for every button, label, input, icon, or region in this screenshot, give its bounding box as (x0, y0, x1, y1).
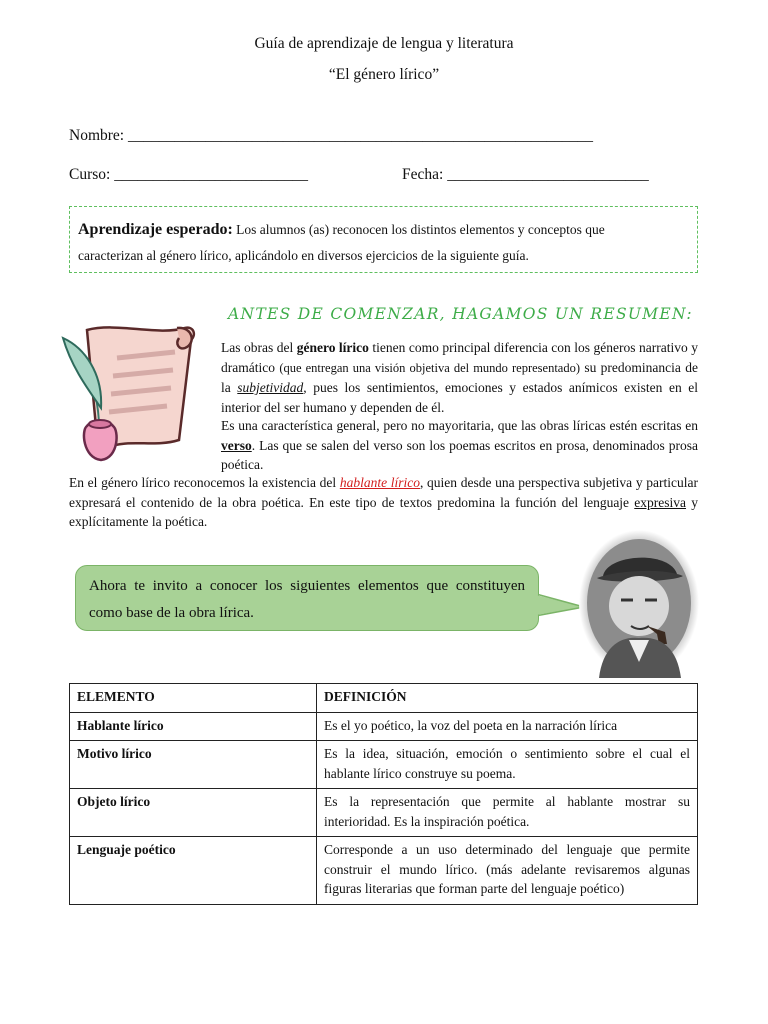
name-field (69, 127, 593, 145)
p1-subjectivity-term: subjetividad (237, 380, 304, 395)
p3-expressive-term: expresiva (634, 494, 687, 510)
summary-paragraph-3 (69, 473, 698, 532)
row-element-name: Hablante lírico (70, 712, 317, 741)
date-field (402, 166, 649, 184)
course-label: Curso: (69, 166, 111, 183)
name-blank: ____________________________________________________________ (127, 127, 593, 144)
p1-text-a: Las obras del (221, 340, 297, 355)
date-blank: __________________________ (447, 166, 649, 183)
row-element-definition: Es la representación que permite al hablante mostrar su interioridad. Es la inspiración poética. (317, 789, 698, 837)
summary-paragraph-2 (221, 416, 698, 475)
p3-text-a: En el género lírico reconocemos la existencia del (69, 475, 340, 490)
date-label: Fecha: (402, 166, 444, 183)
poet-portrait (577, 528, 701, 678)
table-row (70, 741, 698, 789)
row-element-definition: Corresponde a un uso determinado del lenguaje que permite construir el mundo lírico. (más adelante revisaremos algunas figuras literarias que forman parte del lenguaje poético) (317, 837, 698, 905)
p3-speaker-term: hablante lírico (339, 475, 420, 490)
table-header-row (70, 684, 698, 713)
p2-text-b: . Las que se salen del verso son los poemas escritos en prosa, denominados prosa poética. (221, 437, 698, 472)
learning-objective-box (69, 206, 698, 273)
summary-paragraph-1 (221, 338, 698, 417)
p1-parenthetical: (que entregan una visión objetiva del mundo representado) (279, 360, 581, 375)
learning-label: Aprendizaje esperado: (78, 221, 233, 238)
name-label: Nombre: (69, 127, 125, 144)
course-blank: _________________________ (114, 166, 308, 183)
p2-verse-term: verso (221, 437, 252, 453)
header-definition: DEFINICIÓN (317, 684, 698, 713)
learning-text-2: caracterizan al género lírico, aplicándolo en diversos ejercicios de la siguiente guía. (78, 248, 529, 263)
header-element: ELEMENTO (70, 684, 317, 713)
table-row (70, 789, 698, 837)
row-element-name: Lenguaje poético (70, 837, 317, 905)
course-field (69, 166, 308, 184)
p1-text-c: su predominancia de la (221, 359, 698, 395)
speech-bubble: Ahora te invito a conocer los siguientes elementos que constituyen como base de la obra lírica. (75, 565, 539, 631)
summary-title: ANTES DE COMENZAR, HAGAMOS UN RESUMEN: (228, 305, 693, 323)
learning-text-1: Los alumnos (as) reconocen los distintos elementos y conceptos que (232, 222, 605, 237)
guide-subtitle: “El género lírico” (328, 66, 440, 83)
p2-text-a: Es una característica general, pero no mayoritaria, que las obras líricas estén escritas en (221, 418, 698, 433)
p3-text-b: , quien desde una perspectiva subjetiva y particular expresará el contenido de la obra poética. En este tipo de textos predomina la función del lenguaje (69, 475, 698, 510)
scroll-quill-clipart (57, 318, 207, 468)
guide-title: Guía de aprendizaje de lengua y literatura (254, 35, 514, 52)
row-element-definition: Es el yo poético, la voz del poeta en la narración lírica (317, 712, 698, 741)
table-row (70, 837, 698, 905)
elements-table (69, 683, 698, 905)
p1-genre-term: género lírico (296, 340, 369, 355)
row-element-definition: Es la idea, situación, emoción o sentimiento sobre el cual el hablante lírico construye su poema. (317, 741, 698, 789)
p3-text-c: y explícitamente la poética. (69, 494, 698, 529)
row-element-name: Objeto lírico (70, 789, 317, 837)
row-element-name: Motivo lírico (70, 741, 317, 789)
p1-text-d: , pues los sentimientos, emociones y estados anímicos existen en el interior del ser humano y dependen de él. (221, 380, 698, 415)
p1-text-b: tienen como principal diferencia con los géneros narrativo y dramático (221, 340, 698, 375)
table-row (70, 712, 698, 741)
